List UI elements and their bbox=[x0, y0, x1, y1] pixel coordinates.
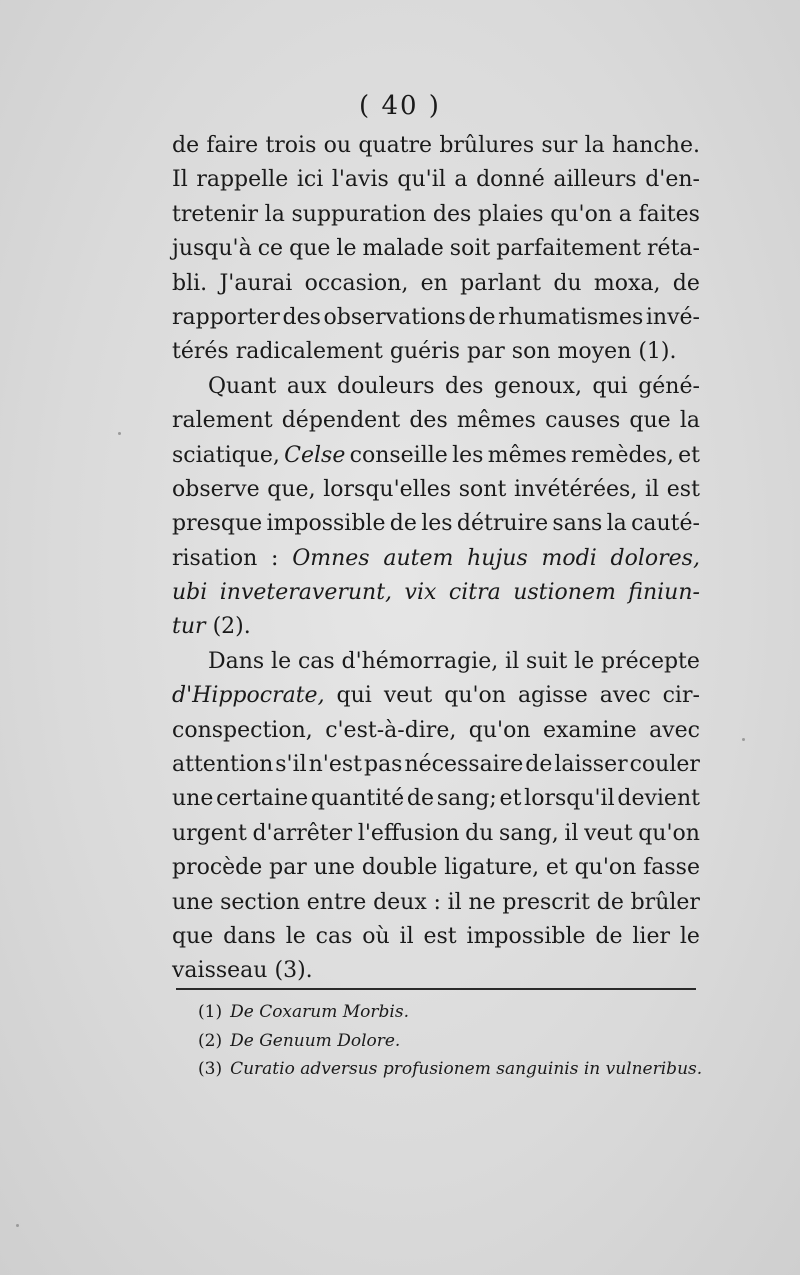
word: du bbox=[553, 270, 582, 296]
word: invé- bbox=[645, 304, 700, 330]
word: brûler bbox=[630, 889, 700, 915]
word: sont bbox=[458, 476, 507, 502]
word: et bbox=[678, 442, 700, 468]
word: d'Hippocrate, bbox=[172, 683, 325, 709]
word: hanche. bbox=[612, 133, 700, 158]
word: la bbox=[679, 408, 700, 434]
word: de bbox=[596, 889, 624, 915]
word: impossible bbox=[266, 511, 386, 537]
word: une bbox=[172, 786, 214, 812]
word: certaine bbox=[216, 786, 309, 812]
word: Celse bbox=[284, 442, 346, 468]
word: le bbox=[285, 923, 306, 949]
word: des bbox=[409, 408, 448, 434]
text-line bbox=[172, 370, 700, 404]
footnote bbox=[198, 1027, 708, 1056]
word: avec bbox=[599, 683, 651, 709]
word: parfaitement bbox=[496, 236, 641, 262]
word: il bbox=[399, 923, 414, 949]
text-line bbox=[172, 920, 700, 954]
word: veut bbox=[383, 683, 433, 709]
word: J'aurai bbox=[219, 270, 293, 296]
word: du bbox=[465, 820, 494, 846]
word: par bbox=[467, 339, 505, 365]
word: ici bbox=[296, 167, 324, 193]
word: rappelle bbox=[196, 167, 289, 193]
word: section bbox=[220, 889, 301, 915]
word: son bbox=[511, 339, 551, 365]
word: n'est bbox=[308, 752, 363, 778]
word: que bbox=[172, 923, 214, 949]
text-line bbox=[172, 610, 700, 644]
text-line bbox=[172, 782, 700, 816]
word: urgent bbox=[172, 820, 247, 846]
word: la bbox=[264, 201, 285, 227]
word: est bbox=[666, 476, 700, 502]
word: lier bbox=[632, 923, 670, 949]
word: cir- bbox=[662, 683, 700, 709]
word: fasse bbox=[643, 855, 700, 881]
word: dans bbox=[223, 923, 276, 949]
word: procède bbox=[172, 855, 263, 881]
word: couler bbox=[629, 752, 700, 778]
word: double bbox=[361, 855, 438, 881]
word: de bbox=[172, 133, 200, 158]
word: de bbox=[389, 511, 417, 537]
text-line bbox=[172, 232, 700, 266]
word: précepte bbox=[601, 648, 700, 674]
text-line bbox=[172, 851, 700, 885]
word: rhumatismes bbox=[498, 304, 644, 330]
word: jusqu'à bbox=[172, 236, 252, 262]
word: causes bbox=[545, 408, 621, 434]
word: réta- bbox=[647, 236, 700, 262]
word: qu'il bbox=[397, 167, 446, 193]
word: finiun- bbox=[628, 580, 700, 606]
text-line bbox=[172, 404, 700, 438]
word: observations bbox=[323, 304, 466, 330]
word: prescrit bbox=[502, 889, 591, 915]
text-line bbox=[172, 714, 700, 748]
text-line bbox=[172, 439, 700, 473]
word: impossible bbox=[466, 923, 586, 949]
word: sur bbox=[541, 133, 578, 158]
word: qu'on bbox=[574, 855, 637, 881]
word: et bbox=[499, 786, 522, 812]
word: ailleurs bbox=[553, 167, 637, 193]
text-line bbox=[172, 886, 700, 920]
word: les bbox=[452, 442, 484, 468]
word: il bbox=[564, 820, 579, 846]
word: bli. bbox=[172, 270, 208, 296]
word: sang; bbox=[436, 786, 497, 812]
word: Il bbox=[172, 167, 188, 193]
word: et bbox=[545, 855, 568, 881]
text-line bbox=[172, 645, 700, 679]
word: d'arrêter bbox=[252, 820, 353, 846]
word: le bbox=[271, 648, 292, 674]
footnote-number: (1) bbox=[198, 1002, 223, 1022]
word: est bbox=[423, 923, 457, 949]
word: qu'on bbox=[638, 820, 700, 846]
word: donné bbox=[476, 167, 545, 193]
word: presque bbox=[172, 511, 263, 537]
word: vix bbox=[404, 580, 437, 606]
word: la bbox=[584, 133, 605, 158]
body-text bbox=[172, 129, 700, 989]
word: malade bbox=[362, 236, 444, 262]
word: de bbox=[525, 752, 553, 778]
word: pas bbox=[363, 752, 403, 778]
word: que bbox=[629, 408, 671, 434]
page-number: ( 40 ) bbox=[359, 91, 441, 121]
word: moxa, bbox=[593, 270, 661, 296]
word: cas bbox=[297, 648, 335, 674]
word: d'hémorragie, bbox=[341, 648, 499, 674]
text-line bbox=[172, 679, 700, 713]
word: ustionem bbox=[513, 580, 616, 606]
word: le bbox=[679, 923, 700, 949]
footnotes bbox=[198, 998, 708, 1084]
word: (2). bbox=[212, 614, 251, 640]
word: détruire bbox=[456, 511, 549, 537]
word: des bbox=[444, 373, 484, 399]
word: nécessaire bbox=[404, 752, 524, 778]
text-line bbox=[172, 542, 700, 576]
word: que bbox=[289, 236, 331, 262]
word: risation bbox=[172, 545, 258, 571]
footnote-text: De Genuum Dolore. bbox=[230, 1030, 401, 1051]
word: de bbox=[406, 786, 434, 812]
word: qu'on bbox=[468, 717, 531, 743]
text-line bbox=[172, 748, 700, 782]
word: faire bbox=[206, 133, 259, 158]
text-line bbox=[172, 301, 700, 335]
word: qui bbox=[336, 683, 372, 709]
word: de bbox=[468, 304, 496, 330]
word: dolores, bbox=[610, 545, 700, 571]
word: a bbox=[454, 167, 468, 193]
word: suit bbox=[525, 648, 568, 674]
text-line bbox=[172, 473, 700, 507]
word: suppuration bbox=[291, 201, 427, 227]
word: térés bbox=[172, 339, 229, 365]
word: sang, bbox=[499, 820, 559, 846]
word: qui bbox=[592, 373, 628, 399]
footnote-rule bbox=[176, 988, 696, 990]
word: lorsqu'il bbox=[524, 786, 615, 812]
word: avec bbox=[649, 717, 700, 743]
word: a bbox=[618, 201, 632, 227]
word: qu'on bbox=[444, 683, 506, 709]
word: lorsqu'elles bbox=[323, 476, 452, 502]
word: laisser bbox=[554, 752, 628, 778]
word: qu'on bbox=[550, 201, 612, 227]
footnote bbox=[198, 1055, 708, 1084]
word: douleurs bbox=[336, 373, 435, 399]
word: mêmes bbox=[487, 442, 567, 468]
word: sciatique, bbox=[172, 442, 280, 468]
word: conseille bbox=[349, 442, 448, 468]
word: mêmes bbox=[456, 408, 536, 434]
word: la bbox=[606, 511, 627, 537]
word: géné- bbox=[638, 373, 700, 399]
word: s'il bbox=[275, 752, 307, 778]
word: guéris bbox=[389, 339, 461, 365]
word: citra bbox=[448, 580, 501, 606]
word: quatre bbox=[358, 133, 433, 158]
word: l'avis bbox=[331, 167, 389, 193]
word: quantité bbox=[310, 786, 405, 812]
word: modi bbox=[541, 545, 597, 571]
word: conspection, bbox=[172, 717, 313, 743]
paper-speck bbox=[16, 1224, 19, 1227]
word: attention bbox=[172, 752, 274, 778]
word: de bbox=[595, 923, 623, 949]
word: radicalement bbox=[235, 339, 383, 365]
text-line bbox=[172, 267, 700, 301]
word: tur bbox=[172, 614, 206, 640]
word: vaisseau bbox=[172, 958, 268, 984]
word: le bbox=[574, 648, 595, 674]
word: de bbox=[672, 270, 700, 296]
text-line bbox=[172, 817, 700, 851]
word: remèdes, bbox=[571, 442, 674, 468]
word: deux bbox=[373, 889, 427, 915]
footnote-number: (3) bbox=[198, 1059, 223, 1079]
word: devient bbox=[617, 786, 700, 812]
footnote-text: Curatio adversus profusionem sanguinis in vulneribus. bbox=[230, 1059, 703, 1079]
text-line bbox=[172, 163, 700, 197]
footnote-number: (2) bbox=[198, 1030, 223, 1051]
word: que, bbox=[267, 476, 316, 502]
word: agisse bbox=[517, 683, 588, 709]
word: Quant bbox=[208, 373, 277, 399]
text-line bbox=[172, 954, 700, 988]
word: des bbox=[282, 304, 321, 330]
word: cauté- bbox=[631, 511, 700, 537]
word: (1). bbox=[638, 339, 677, 365]
footnote-text: De Coxarum Morbis. bbox=[230, 1002, 409, 1022]
text-line bbox=[172, 576, 700, 610]
word: (3). bbox=[274, 958, 313, 984]
word: tretenir bbox=[172, 201, 258, 227]
word: une bbox=[313, 855, 355, 881]
word: ubi bbox=[172, 580, 208, 606]
word: moyen bbox=[557, 339, 632, 365]
word: brûlures bbox=[439, 133, 535, 158]
text-line bbox=[172, 198, 700, 232]
word: cas bbox=[315, 923, 353, 949]
word: ce bbox=[257, 236, 284, 262]
word: par bbox=[269, 855, 307, 881]
word: des bbox=[432, 201, 472, 227]
footnote bbox=[198, 998, 708, 1027]
word: ne bbox=[468, 889, 496, 915]
word: il bbox=[447, 889, 462, 915]
word: une bbox=[172, 889, 214, 915]
word: le bbox=[336, 236, 357, 262]
word: : bbox=[271, 545, 279, 571]
word: il bbox=[645, 476, 660, 502]
word: examine bbox=[542, 717, 637, 743]
word: aux bbox=[286, 373, 327, 399]
word: genoux, bbox=[493, 373, 582, 399]
word: soit bbox=[449, 236, 491, 262]
word: où bbox=[362, 923, 390, 949]
paper-speck bbox=[118, 432, 121, 435]
word: entre bbox=[306, 889, 367, 915]
word: ralement bbox=[172, 408, 273, 434]
word: faites bbox=[638, 201, 700, 227]
word: c'est-à-dire, bbox=[325, 717, 457, 743]
word: invétérées, bbox=[513, 476, 638, 502]
word: observe bbox=[172, 476, 260, 502]
word: l'effusion bbox=[357, 820, 460, 846]
word: : bbox=[433, 889, 441, 915]
word: Omnes bbox=[292, 545, 370, 571]
word: il bbox=[505, 648, 520, 674]
word: en bbox=[420, 270, 448, 296]
word: ou bbox=[323, 133, 352, 158]
word: rapporter bbox=[172, 304, 280, 330]
word: les bbox=[421, 511, 453, 537]
text-line bbox=[172, 507, 700, 541]
word: hujus bbox=[467, 545, 528, 571]
word: parlant bbox=[460, 270, 542, 296]
word: Dans bbox=[208, 648, 265, 674]
word: plaies bbox=[478, 201, 544, 227]
word: trois bbox=[265, 133, 317, 158]
paper-speck bbox=[742, 738, 745, 741]
word: sans bbox=[552, 511, 603, 537]
word: inveteraverunt, bbox=[219, 580, 393, 606]
word: veut bbox=[584, 820, 633, 846]
word: autem bbox=[383, 545, 454, 571]
word: d'en- bbox=[645, 167, 700, 193]
text-line bbox=[172, 129, 700, 163]
text-line bbox=[172, 335, 700, 369]
word: dépendent bbox=[281, 408, 401, 434]
word: ligature, bbox=[444, 855, 540, 881]
word: occasion, bbox=[304, 270, 409, 296]
